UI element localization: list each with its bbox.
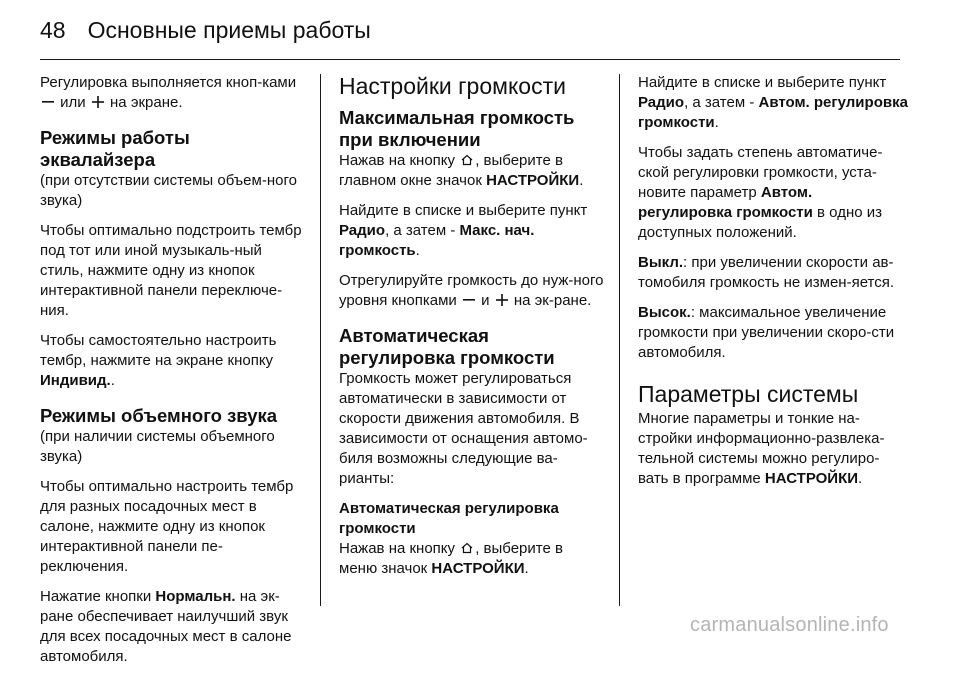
surround-paragraph-2: Нажатие кнопки Нормальн. на эк-ране обеспечивает наилучший звук для всех посадочных мест в салоне автомобиля. [40,588,292,665]
intro-paragraph: Регулировка выполняется кноп-ками или на экране. [40,74,297,111]
individual-label: Индивид. [40,372,111,389]
max-volume-paragraph-3: Отрегулируйте громкость до нуж-ного уровня кнопками и на эк-ране. [339,272,604,309]
page-title: Основные приемы работы [87,16,371,43]
col3-paragraph-1: Найдите в списке и выберите пункт Радио, а затем - Автом. регулировка громкости. [638,74,908,131]
watermark: carmanualsonline.info [690,614,889,636]
minus-icon [42,96,54,108]
column-divider-right [619,74,620,606]
column-1 [40,73,306,677]
equalizer-note: (при отсутствии системы объем-ного звука) [40,172,297,209]
surround-paragraph-1: Чтобы оптимально настроить тембр для разных посадочных мест в салоне, нажмите одну из кнопок интерактивной панели пе-реключения. [40,478,294,575]
page-number: 48 [40,16,66,43]
system-settings-heading: Параметры системы [638,381,859,407]
home-icon [461,154,473,166]
column-2 [339,73,605,589]
volume-settings-heading: Настройки громкости [339,73,566,99]
col3-paragraph-2: Чтобы задать степень автоматиче-ской регулировки громкости, уста-новите параметр Автом. регулировка громкости в одно из доступных положений. [638,144,883,241]
equalizer-heading: Режимы работы эквалайзера [40,127,190,170]
column-3 [638,73,908,499]
auto-volume-paragraph-2: Нажав на кнопку , выберите в меню значок НАСТРОЙКИ. [339,540,563,577]
auto-volume-heading: Автоматическая регулировка громкости [339,325,555,368]
high-option-paragraph: Высок.: максимальное увеличение громкости при увеличении скоро-сти автомобиля. [638,304,895,361]
auto-volume-subheading: Автоматическая регулировка громкости [339,500,559,537]
surround-heading: Режимы объемного звука [40,405,278,426]
normal-label: Нормальн. [155,588,236,605]
auto-volume-paragraph-1: Громкость может регулироваться автоматически в зависимости от скорости движения автомобиля. В зависимости от оснащения автомо-биля возможны следующие ва-рианты: [339,370,588,487]
equalizer-paragraph-2: Чтобы самостоятельно настроить тембр, нажмите на экране кнопку Индивид.. [40,332,277,389]
header-rule [40,59,900,60]
surround-note: (при наличии системы объемного звука) [40,428,275,465]
home-icon [461,542,473,554]
plus-icon [496,294,508,306]
max-volume-paragraph-2: Найдите в списке и выберите пункт Радио, а затем - Макс. нач. громкость. [339,202,588,259]
max-volume-paragraph-1: Нажав на кнопку , выберите в главном окне значок НАСТРОЙКИ. [339,152,584,189]
off-option-paragraph: Выкл.: при увеличении скорости ав-томобиля громкость не измен-яется. [638,254,895,291]
minus-icon [463,294,475,306]
plus-icon [92,96,104,108]
max-volume-heading: Максимальная громкость при включении [339,107,575,150]
equalizer-paragraph-1: Чтобы оптимально подстроить тембр под тот или иной музыкаль-ный стиль, нажмите одну из кнопок интерактивной панели переключе-ния. [40,222,302,319]
column-divider-left [320,74,321,606]
page-header [40,10,371,50]
system-settings-paragraph: Многие параметры и тонкие на-стройки информационно-развлека-тельной системы можно регулиро-вать в программе НАСТРОЙКИ. [638,410,885,487]
